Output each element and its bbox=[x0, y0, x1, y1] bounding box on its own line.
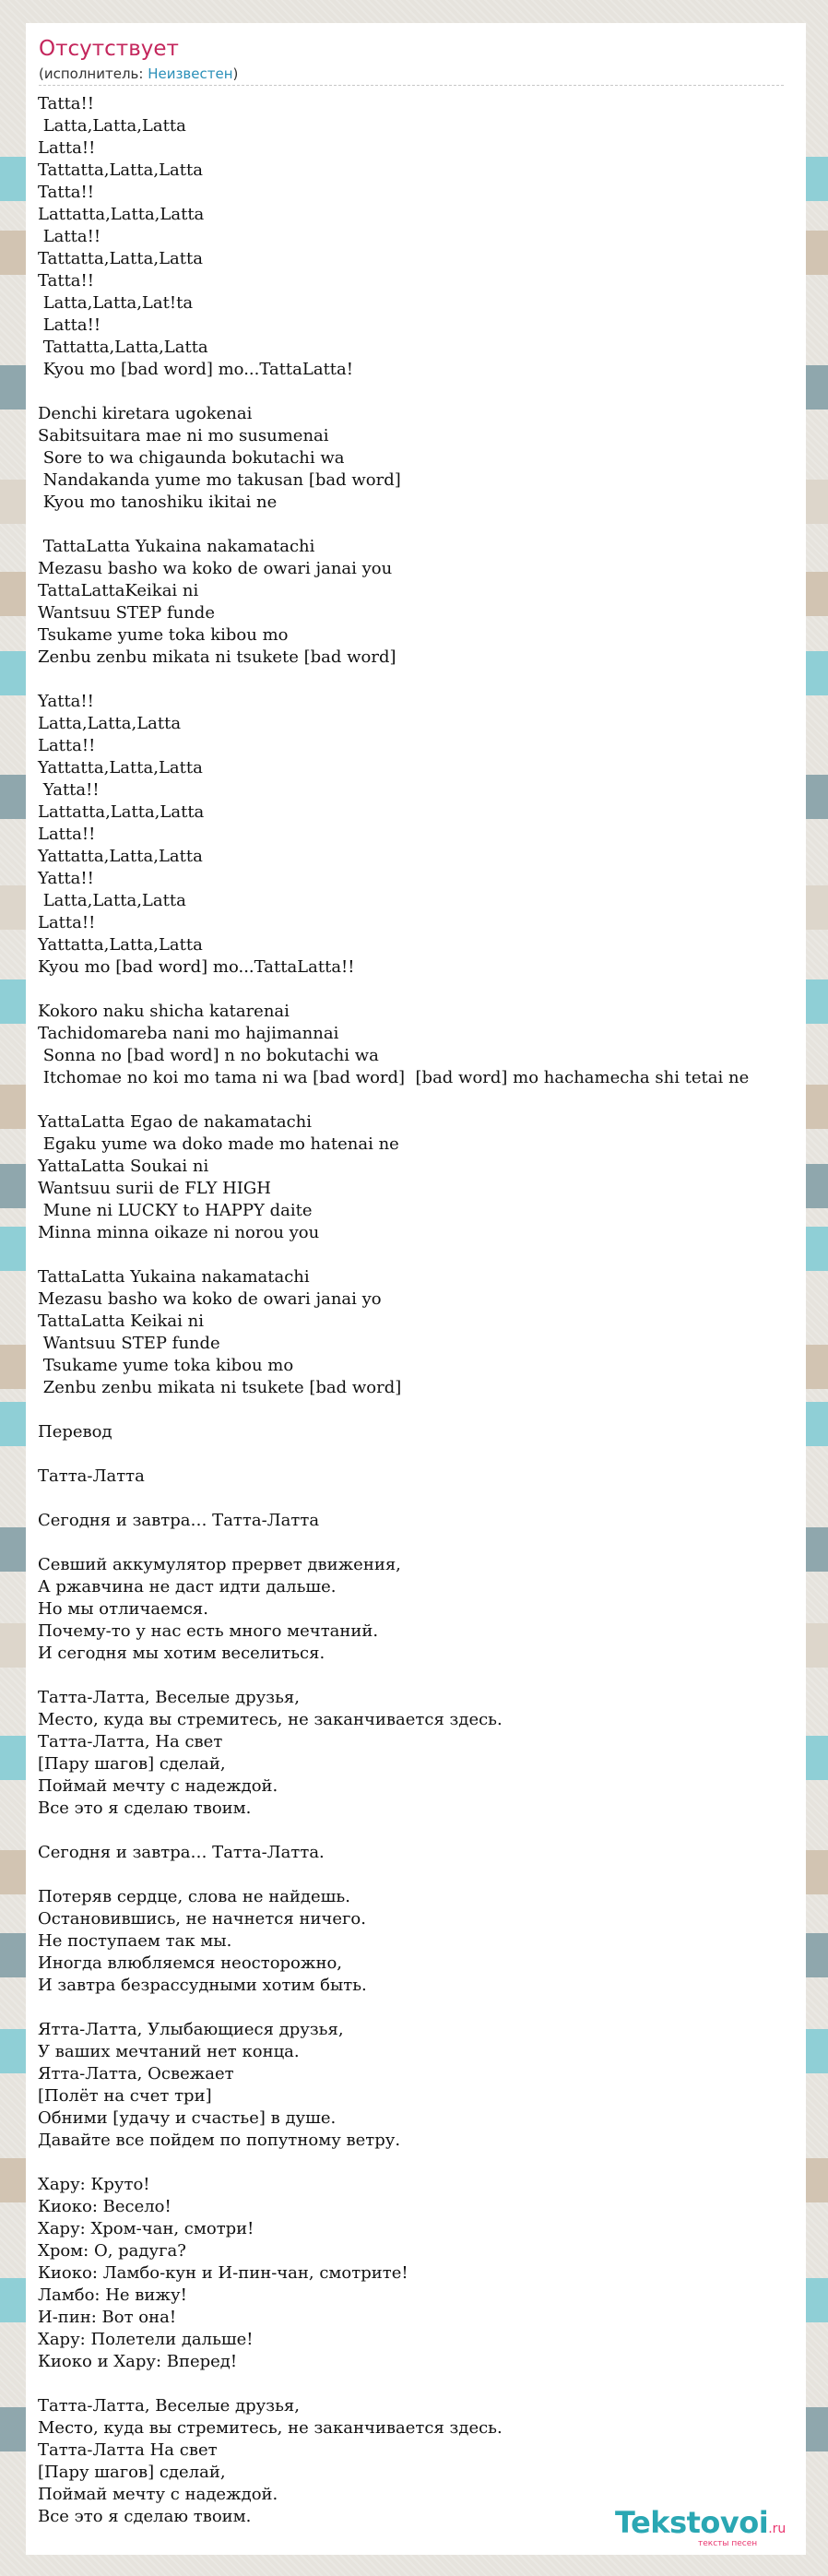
logo-wordmark: Tekstovoi bbox=[615, 2505, 769, 2540]
artist-line bbox=[39, 65, 784, 86]
logo-domain: .ru bbox=[768, 2522, 787, 2536]
lyrics-text: Tatta!! Latta,Latta,Latta Latta!! Tattatta,Latta,Latta Tatta!! Lattatta,Latta,Latta Latta!! Tattatta,Latta,Latta Tatta!! Latta,Latta,Lat!ta Latta!! Tattatta,Latta,Latta Kyou mo [bad word] mo...TattaLatta! Denchi kiretara ugokenai Sabitsuitara mae ni mo susumenai Sore to wa chigaunda bokutachi wa Nandakanda yume mo takusan [bad word] Kyou mo tanoshiku ikitai ne TattaLatta Yukaina nakamatachi Mezasu basho wa koko de owari janai you TattaLattaKeikai ni Wantsuu STEP funde Tsukame yume toka kibou mo Zenbu zenbu mikata ni tsukete [bad word] Yatta!! Latta,Latta,Latta Latta!! Yattatta,Latta,Latta Yatta!! Lattatta,Latta,Latta Latta!! Yattatta,Latta,Latta Yatta!! Latta,Latta,Latta Latta!! Yattatta,Latta,Latta Kyou mo [bad word] mo...TattaLatta!! Kokoro naku shicha katarenai Tachidomareba nani mo hajimannai Sonna no [bad word] n no bokutachi wa Itchomae no koi mo tama ni wa [bad word] [bad word] mo hachamecha shi tetai ne YattaLatta Egao de nakamatachi Egaku yume wa doko made mo hatenai ne YattaLatta Soukai ni Wantsuu surii de FLY HIGH Mune ni LUCKY to HAPPY daite Minna minna oikaze ni norou you TattaLatta Yukaina nakamatachi Mezasu basho wa koko de owari janai yo TattaLatta Keikai ni Wantsuu STEP funde Tsukame yume toka kibou mo Zenbu zenbu mikata ni tsukete [bad word] Перевод Татта-Латта Сегодня и завтра… Татта-Латта Севший аккумулятор прервет движения, А ржавчина не даст идти дальше. Но мы отличаемся. Почему-то у нас есть много мечтаний. И сегодня мы хотим веселиться. Татта-Латта, Веселые друзья, Место, куда вы стремитесь, не заканчивается здесь. Татта-Латта, На свет [Пару шагов] сделай, Поймай мечту с надеждой. Все это я сделаю твоим. Сегодня и завтра… Татта-Латта. Потеряв сердце, слова не найдешь. Остановившись, не начнется ничего. Не поступаем так мы. Иногда влюбляемся неосторожно, И завтра безрассудными хотим быть. Ятта-Латта, Улыбающиеся друзья, У ваших мечтаний нет конца. Ятта-Латта, Освежает [Полёт на счет три] Обними [удачу и счастье] в душе. Давайте все пойдем по попутному ветру. Хару: Круто! Киоко: Весело! Хару: Хром-чан, смотри! Хром: О, радуга? Киоко: Ламбо-кун и И-пин-чан, смотрите! Ламбо: Не вижу! И-пин: Вот она! Хару: Полетели дальше! Киоко и Хару: Вперед! Татта-Латта, Веселые друзья, Место, куда вы стремитесь, не заканчивается здесь. Татта-Латта На свет [Пару шагов] сделай, Поймай мечту с надеждой. Все это я сделаю твоим. bbox=[38, 94, 750, 2526]
lyrics-panel bbox=[26, 23, 806, 2555]
artist-prefix: (исполнитель: bbox=[39, 65, 148, 82]
site-logo[interactable] bbox=[615, 2506, 799, 2557]
artist-suffix: ) bbox=[232, 65, 239, 82]
artist-link[interactable]: Неизвестен bbox=[148, 65, 233, 82]
song-title: Отсутствует bbox=[39, 37, 179, 61]
logo-tagline: тексты песен bbox=[698, 2539, 758, 2548]
